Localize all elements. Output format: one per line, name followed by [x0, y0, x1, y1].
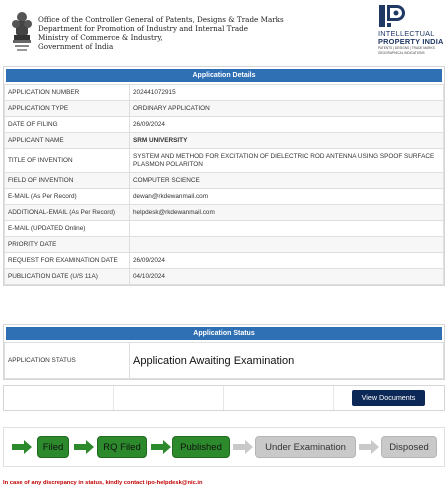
row-value: COMPUTER SCIENCE — [130, 173, 444, 189]
ip-india-wordmark — [378, 30, 444, 56]
office-line-4: Government of India — [38, 42, 114, 51]
row-value: ORDINARY APPLICATION — [130, 101, 444, 117]
arrow-right-icon — [233, 440, 253, 454]
table-row — [5, 85, 444, 101]
row-value: SYSTEM AND METHOD FOR EXCITATION OF DIELECTRIC ROD ANTENNA USING SPOOF SURFACE PLASMON POLARITON — [130, 149, 444, 173]
table-row — [5, 117, 444, 133]
national-emblem-icon — [10, 10, 34, 54]
row-label: FIELD OF INVENTION — [5, 173, 130, 189]
table-row — [5, 237, 444, 253]
row-label: E-MAIL (UPDATED Online) — [5, 221, 130, 237]
step-published: Published — [172, 436, 230, 458]
office-line-1: Office of the Controller General of Patents, Designs & Trade Marks — [38, 15, 284, 24]
view-documents-button[interactable]: View Documents — [352, 390, 425, 406]
logo-line-4: GEOGRAPHICAL INDICATIONS — [378, 50, 425, 55]
table-row — [5, 343, 444, 379]
row-label: APPLICATION TYPE — [5, 101, 130, 117]
row-label: APPLICANT NAME — [5, 133, 130, 149]
table-row — [5, 221, 444, 237]
status-value: Application Awaiting Examination — [130, 343, 444, 379]
application-details-title: Application Details — [6, 69, 442, 82]
step-rq-filed: RQ Filed — [97, 436, 147, 458]
row-label: PUBLICATION DATE (U/S 11A) — [5, 269, 130, 285]
table-row — [5, 269, 444, 285]
arrow-right-icon — [12, 440, 32, 454]
row-value: 26/09/2024 — [130, 253, 444, 269]
logo-line-1: INTELLECTUAL — [378, 29, 435, 38]
status-flow — [3, 427, 445, 467]
row-value: dewan@rkdewanmail.com — [130, 189, 444, 205]
table-row — [5, 133, 444, 149]
step-disposed: Disposed — [381, 436, 437, 458]
office-line-2: Department for Promotion of Industry and Internal Trade — [38, 24, 249, 33]
ip-india-logo-icon — [378, 3, 406, 29]
arrow-right-icon — [74, 440, 94, 454]
row-label: ADDITIONAL-EMAIL (As Per Record) — [5, 205, 130, 221]
discrepancy-note: In case of any discrepancy in status, kindly contact ipo-helpdesk@nic.in — [3, 480, 203, 486]
status-label: APPLICATION STATUS — [5, 343, 130, 379]
row-label: DATE OF FILING — [5, 117, 130, 133]
arrow-right-icon — [151, 440, 171, 454]
logo-line-2: PROPERTY INDIA — [378, 37, 444, 46]
documents-cell — [114, 386, 224, 410]
application-details-table — [4, 84, 444, 285]
row-value — [130, 221, 444, 237]
row-label: APPLICATION NUMBER — [5, 85, 130, 101]
table-row — [5, 253, 444, 269]
table-row — [5, 205, 444, 221]
row-label: E-MAIL (As Per Record) — [5, 189, 130, 205]
row-value: helpdesk@rkdewanmail.com — [130, 205, 444, 221]
application-status-title: Application Status — [6, 327, 442, 340]
table-row — [5, 149, 444, 173]
table-row — [5, 101, 444, 117]
row-value — [130, 237, 444, 253]
table-row — [5, 173, 444, 189]
documents-cell — [224, 386, 334, 410]
application-status-table — [4, 342, 444, 379]
logo-line-3: PATENTS | DESIGNS | TRADE MARKS — [378, 46, 435, 50]
documents-cell — [4, 386, 114, 410]
application-details-card — [3, 66, 445, 286]
table-row — [5, 189, 444, 205]
arrow-right-icon — [359, 440, 379, 454]
row-label: REQUEST FOR EXAMINATION DATE — [5, 253, 130, 269]
office-line-3: Ministry of Commerce & Industry, — [38, 33, 163, 42]
applicant-name-value: SRM UNIVERSITY — [130, 133, 444, 149]
step-under-examination: Under Examination — [255, 436, 356, 458]
row-label: PRIORITY DATE — [5, 237, 130, 253]
application-status-card — [3, 324, 445, 380]
row-label: TITLE OF INVENTION — [5, 149, 130, 173]
row-value: 26/09/2024 — [130, 117, 444, 133]
page-header — [0, 0, 448, 64]
row-value: 202441072915 — [130, 85, 444, 101]
step-filed: Filed — [37, 436, 69, 458]
office-title — [38, 15, 284, 51]
row-value: 04/10/2024 — [130, 269, 444, 285]
